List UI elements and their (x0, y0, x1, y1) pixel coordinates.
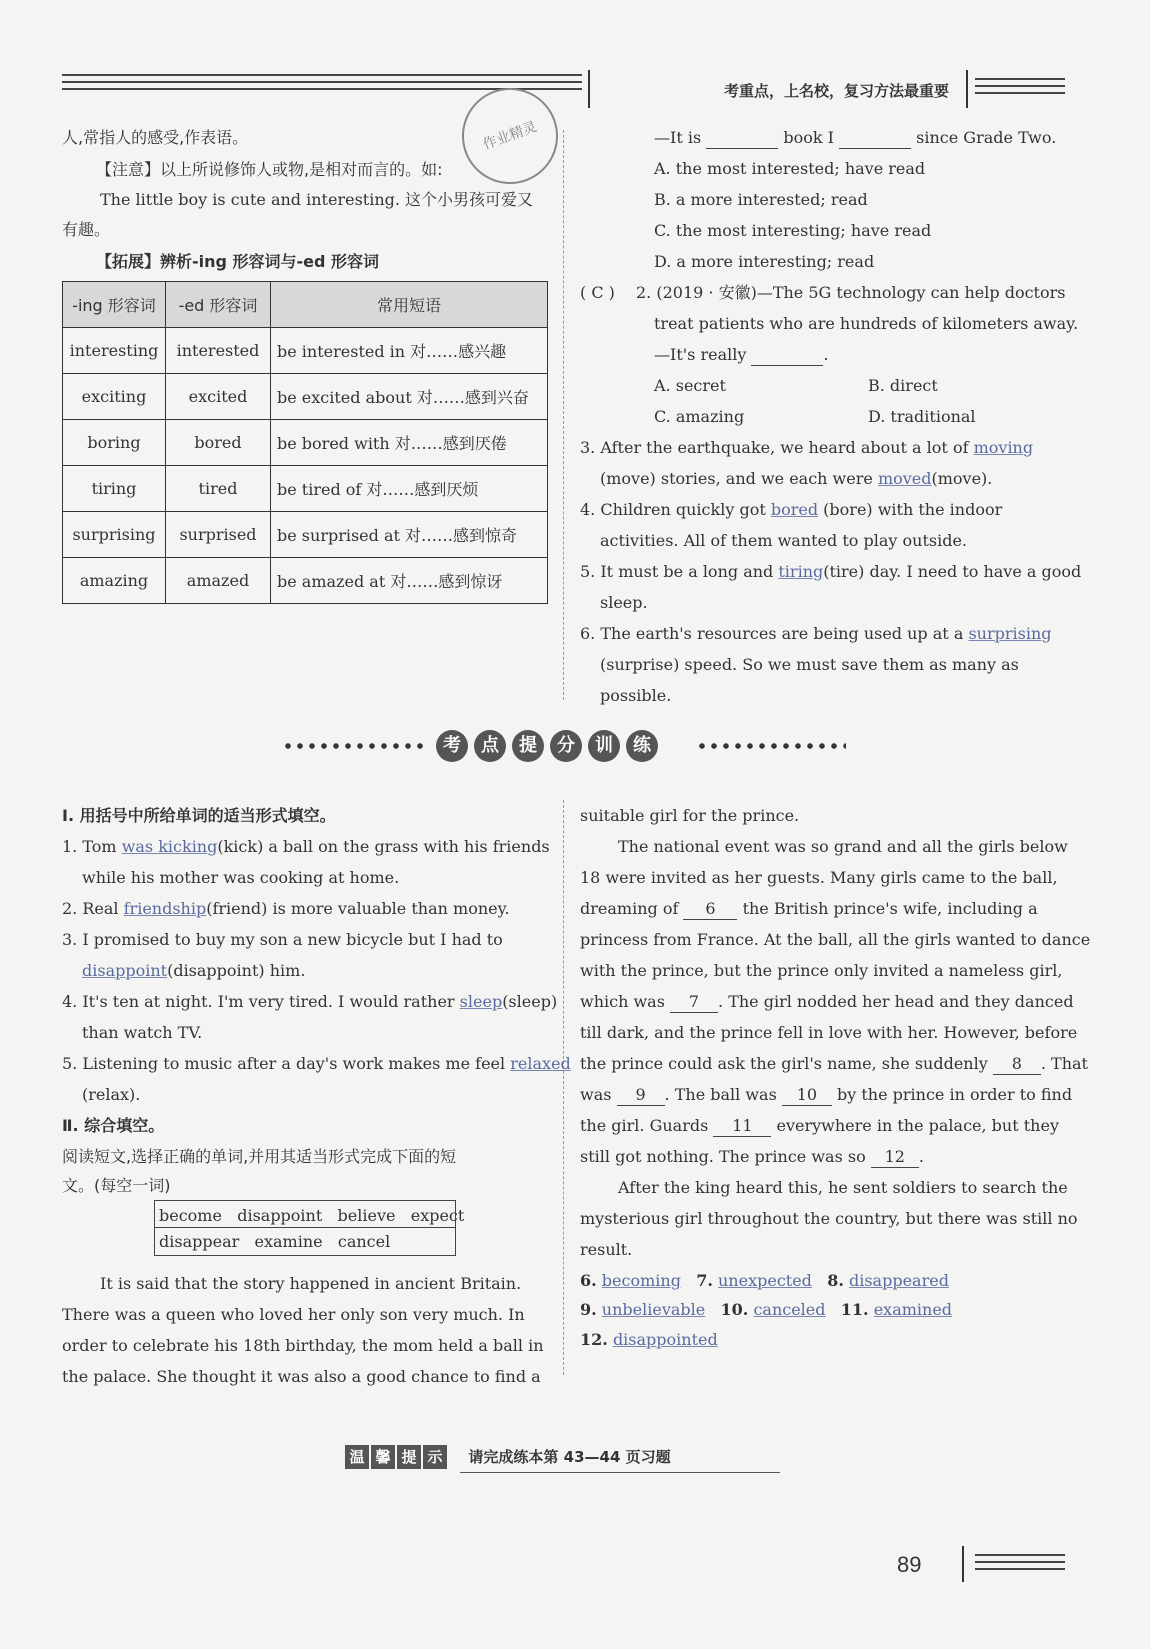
passage-line: result. (580, 1240, 633, 1259)
header-divider-right (966, 70, 968, 108)
q1-option: B. a more interested; read (654, 190, 868, 209)
passage-text: the British prince's wife, including a (742, 899, 1038, 918)
passage-text: which was (580, 992, 665, 1011)
q5-text: (tire) day. I need to have a good (823, 562, 1082, 581)
answer-text: examined (873, 1300, 953, 1319)
part1-text: (disappoint) him. (167, 961, 306, 980)
q2-option: A. secret (654, 376, 726, 395)
part1-answer: disappoint (82, 961, 168, 980)
table-cell: be interested in 对……感兴趣 (271, 328, 548, 374)
tip-bar (345, 1445, 671, 1469)
header-divider (588, 70, 590, 108)
table-cell: be tired of 对……感到厌烦 (271, 466, 548, 512)
table-cell: bored (166, 420, 271, 466)
q4-line: activities. All of them wanted to play outside. (600, 531, 968, 550)
passage-text: still got nothing. The prince was so (580, 1147, 866, 1166)
part1-line: 3. I promised to buy my son a new bicycle but I had to (62, 930, 503, 949)
part1-line (62, 899, 510, 919)
passage-text: the girl. Guards (580, 1116, 709, 1135)
part1-line: (relax). (82, 1085, 141, 1104)
q1-blank-1 (706, 128, 778, 149)
passage-text: . (918, 1147, 924, 1166)
tip-char: 提 (397, 1445, 421, 1469)
q1-line (654, 128, 1056, 149)
q5-answer: tiring (778, 562, 824, 581)
note-line: 【注意】以上所说修饰人或物,是相对而言的。如: (96, 160, 443, 179)
table-row (63, 374, 548, 420)
passage-line: The national event was so grand and all the girls below (618, 837, 1068, 856)
table-cell: boring (63, 420, 166, 466)
answer-text: becoming (601, 1271, 681, 1290)
table-header: -ed 形容词 (166, 282, 271, 328)
table-row (63, 328, 548, 374)
table-header: 常用短语 (271, 282, 548, 328)
table-row (63, 466, 548, 512)
passage-line: mysterious girl throughout the country, but there was still no (580, 1209, 1078, 1228)
part1-text: 1. Tom (62, 837, 117, 856)
q1-text-b: book I (783, 128, 834, 147)
tip-char: 温 (345, 1445, 369, 1469)
q2-option: C. amazing (654, 407, 745, 426)
table-cell: interested (166, 328, 271, 374)
word-bank-line: become disappoint believe expect (159, 1206, 465, 1225)
banner-char: 分 (550, 730, 582, 762)
column-divider-bottom (563, 800, 564, 1375)
part1-answer: relaxed (510, 1054, 571, 1073)
passage-line: suitable girl for the prince. (580, 806, 800, 825)
table-header: -ing 形容词 (63, 282, 166, 328)
banner-char: 考 (436, 730, 468, 762)
passage-line: with the prince, but the prince only invited a nameless girl, (580, 961, 1063, 980)
banner-dots-left (282, 743, 427, 749)
q1-option: D. a more interesting; read (654, 252, 875, 271)
table-cell: excited (166, 374, 271, 420)
footer-divider (962, 1546, 964, 1582)
adjective-table (62, 281, 548, 604)
passage-line (580, 1116, 1059, 1137)
passage-text: everywhere in the palace, but they (776, 1116, 1059, 1135)
header-right-rules (975, 78, 1065, 99)
tip-text: 请完成练本第 43—44 页习题 (468, 1448, 671, 1466)
part1-text: 5. Listening to music after a day's work makes me feel (62, 1054, 506, 1073)
passage-line: It is said that the story happened in ancient Britain. (100, 1274, 522, 1293)
q3-answer: moving (973, 438, 1034, 457)
part1-answer: sleep (459, 992, 503, 1011)
table-cell: amazing (63, 558, 166, 604)
answer-number: 8. (827, 1271, 844, 1290)
q6-line: possible. (600, 686, 672, 705)
part1-text: (sleep) (502, 992, 558, 1011)
answer-text: canceled (753, 1300, 826, 1319)
part2-instruction: 阅读短文,选择正确的单词,并用其适当形式完成下面的短 (62, 1147, 457, 1166)
q6-line (580, 624, 1052, 644)
passage-line (580, 1147, 924, 1168)
passage-line (580, 899, 1038, 920)
q1-text-a: —It is (654, 128, 702, 147)
banner-char: 提 (512, 730, 544, 762)
q5-text: 5. It must be a long and (580, 562, 774, 581)
footer-rules (975, 1554, 1065, 1575)
q4-answer: bored (770, 500, 819, 519)
part1-text: (kick) a ball on the grass with his friends (217, 837, 550, 856)
stamp-text: 作业精灵 (480, 118, 540, 154)
q2-answer: ( C ) (580, 283, 615, 302)
part1-line: than watch TV. (82, 1023, 203, 1042)
page-number: 89 (897, 1552, 922, 1577)
answer-row (580, 1300, 952, 1320)
answer-text: unexpected (718, 1271, 812, 1290)
passage-blank: 8 (993, 1054, 1041, 1075)
q5-line (580, 562, 1081, 582)
part1-line (62, 837, 550, 857)
passage-line (580, 992, 1074, 1013)
part2-title: Ⅱ. 综合填空。 (62, 1116, 165, 1135)
table-row (63, 512, 548, 558)
passage-blank: 9 (617, 1085, 665, 1106)
q2-line: treat patients who are hundreds of kilometers away. (654, 314, 1079, 333)
part1-title: Ⅰ. 用括号中所给单词的适当形式填空。 (62, 806, 336, 825)
table-cell: exciting (63, 374, 166, 420)
part1-line (62, 1054, 571, 1074)
passage-line (580, 1085, 1072, 1106)
q1-blank-2 (839, 128, 911, 149)
passage-line (580, 1054, 1088, 1075)
passage-blank: 7 (670, 992, 718, 1013)
q6-text: 6. The earth's resources are being used up at a (580, 624, 964, 643)
section-banner (433, 730, 661, 762)
passage-line: order to celebrate his 18th birthday, the mom held a ball in (62, 1336, 544, 1355)
part1-answer: was kicking (121, 837, 218, 856)
q2-option: D. traditional (868, 407, 976, 426)
column-divider (563, 130, 564, 700)
q6-line: (surprise) speed. So we must save them as many as (600, 655, 1019, 674)
q6-answer: surprising (968, 624, 1052, 643)
example-line-end: 有趣。 (62, 220, 111, 239)
q5-line: sleep. (600, 593, 648, 612)
q1-option: A. the most interested; have read (654, 159, 926, 178)
passage-blank: 11 (713, 1116, 771, 1137)
answer-row (580, 1271, 949, 1291)
tip-char: 示 (423, 1445, 447, 1469)
answer-number: 11. (840, 1300, 869, 1319)
answer-text: unbelievable (601, 1300, 706, 1319)
word-bank-divider (155, 1227, 455, 1228)
word-bank (154, 1200, 465, 1256)
part1-text: 2. Real (62, 899, 119, 918)
answer-text: disappointed (612, 1330, 718, 1349)
part1-line (82, 961, 305, 981)
answer-text: disappeared (848, 1271, 949, 1290)
banner-char: 训 (588, 730, 620, 762)
part1-answer: friendship (123, 899, 207, 918)
answer-number: 7. (696, 1271, 713, 1290)
header-slogan: 考重点，上名校，复习方法最重要 (724, 82, 950, 100)
q2-line: —It's really . (654, 345, 829, 364)
q3-line (580, 438, 1033, 458)
table-cell: surprising (63, 512, 166, 558)
passage-text: the prince could ask the girl's name, she suddenly (580, 1054, 988, 1073)
passage-line: 18 were invited as her guests. Many girls came to the ball, (580, 868, 1058, 887)
q2-option: B. direct (868, 376, 938, 395)
passage-line: There was a queen who loved her only son very much. In (62, 1305, 525, 1324)
q1-text-c: since Grade Two. (916, 128, 1057, 147)
part1-line: while his mother was cooking at home. (82, 868, 400, 887)
extension-title: 【拓展】辨析-ing 形容词与-ed 形容词 (96, 252, 380, 271)
table-cell: be excited about 对……感到兴奋 (271, 374, 548, 420)
passage-blank: 12 (871, 1147, 919, 1168)
answer-number: 9. (580, 1300, 597, 1319)
part2-instruction: 文。(每空一词) (62, 1176, 171, 1195)
passage-line: princess from France. At the ball, all the girls wanted to dance (580, 930, 1091, 949)
table-cell: interesting (63, 328, 166, 374)
table-cell: tired (166, 466, 271, 512)
banner-char: 点 (474, 730, 506, 762)
q3-text: (move) stories, and we each were (600, 469, 873, 488)
passage-line: After the king heard this, he sent soldiers to search the (618, 1178, 1068, 1197)
q3-answer: moved (877, 469, 932, 488)
answer-number: 6. (580, 1271, 597, 1290)
table-cell: amazed (166, 558, 271, 604)
passage-text: . The ball was (664, 1085, 777, 1104)
text-line: 人,常指人的感受,作表语。 (62, 128, 249, 147)
passage-line: the palace. She thought it was also a good chance to find a (62, 1367, 541, 1386)
passage-line: till dark, and the prince fell in love with her. However, before (580, 1023, 1078, 1042)
passage-text: by the prince in order to find (836, 1085, 1073, 1104)
table-row (63, 558, 548, 604)
q4-text: (bore) with the indoor (823, 500, 1003, 519)
q2-blank (751, 345, 823, 366)
q3-text: (move). (931, 469, 993, 488)
passage-blank: 6 (683, 899, 737, 920)
example-line: The little boy is cute and interesting. 这个小男孩可爱又 (100, 190, 534, 209)
table-cell: be bored with 对……感到厌倦 (271, 420, 548, 466)
q4-line (580, 500, 1002, 520)
answer-number: 12. (580, 1330, 608, 1349)
q2-text: —It's really (654, 345, 747, 364)
table-cell: be surprised at 对……感到惊奇 (271, 512, 548, 558)
answer-number: 10. (720, 1300, 749, 1319)
q3-line (600, 469, 992, 489)
table-cell: tiring (63, 466, 166, 512)
passage-text: . The girl nodded her head and they danced (718, 992, 1074, 1011)
q4-text: 4. Children quickly got (580, 500, 766, 519)
word-bank-line: disappear examine cancel (159, 1232, 391, 1251)
passage-text: was (580, 1085, 612, 1104)
part1-text: (friend) is more valuable than money. (206, 899, 510, 918)
answer-row (580, 1330, 718, 1350)
tip-char: 馨 (371, 1445, 395, 1469)
banner-char: 练 (626, 730, 658, 762)
passage-text: dreaming of (580, 899, 679, 918)
q3-text: 3. After the earthquake, we heard about a lot of (580, 438, 969, 457)
q2-line: 2. (2019 · 安徽)—The 5G technology can help doctors (636, 283, 1066, 302)
passage-blank: 10 (782, 1085, 832, 1106)
part1-text: 4. It's ten at night. I'm very tired. I would rather (62, 992, 455, 1011)
passage-text: . That (1040, 1054, 1088, 1073)
table-header-row (63, 282, 548, 328)
part1-line (62, 992, 557, 1012)
table-cell: surprised (166, 512, 271, 558)
banner-dots-right (696, 743, 846, 749)
tip-underline (460, 1472, 780, 1473)
table-cell: be amazed at 对……感到惊讶 (271, 558, 548, 604)
table-row (63, 420, 548, 466)
q1-option: C. the most interesting; have read (654, 221, 932, 240)
